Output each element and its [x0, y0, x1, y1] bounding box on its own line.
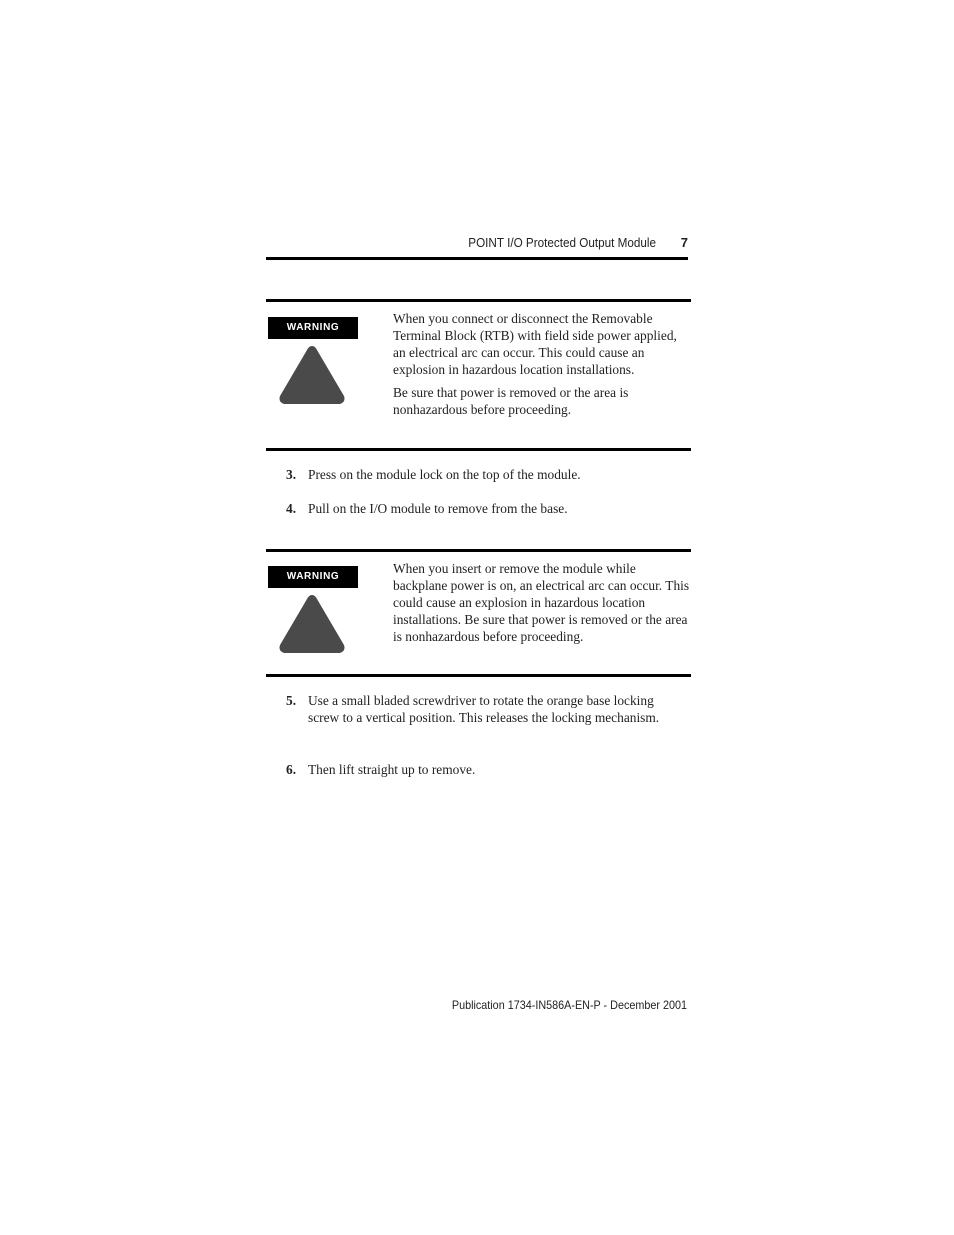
- warning-triangle-icon: [276, 342, 348, 406]
- list-item-step-5: [286, 692, 686, 726]
- running-header-title: POINT I/O Protected Output Module: [468, 235, 656, 250]
- warning-bottom-rule: [266, 674, 691, 677]
- step-text: Press on the module lock on the top of the module.: [308, 467, 581, 482]
- warning-label: WARNING: [268, 566, 358, 588]
- list-item-step-6: [286, 761, 686, 778]
- step-number: 3.: [286, 467, 297, 482]
- step-number: 4.: [286, 501, 297, 516]
- list-item-step-3: [286, 466, 686, 483]
- step-text: Use a small bladed screwdriver to rotate the orange base locking screw to a vertical position. This releases the locking mechanism.: [308, 693, 660, 725]
- warning-paragraph: When you connect or disconnect the Removable Terminal Block (RTB) with field side power applied, an electrical arc can occur. This could cause an explosion in hazardous location installations.: [393, 311, 677, 377]
- warning-triangle-icon: [276, 591, 348, 655]
- warning-top-rule: [266, 549, 691, 552]
- warning-text: [393, 310, 691, 424]
- warning-label: WARNING: [268, 317, 358, 339]
- warning-text: [393, 560, 691, 651]
- step-number: 5.: [286, 693, 297, 708]
- page-number: 7: [680, 235, 688, 250]
- list-item-step-4: [286, 500, 686, 517]
- step-number: 6.: [286, 762, 297, 777]
- step-text: Pull on the I/O module to remove from the base.: [308, 501, 568, 516]
- warning-paragraph: When you insert or remove the module while backplane power is on, an electrical arc can occur. This could cause an explosion in hazardous location installations. Be sure that power is removed or the area is nonhazardous before proceeding.: [393, 561, 690, 644]
- warning-paragraph: Be sure that power is removed or the area is nonhazardous before proceeding.: [393, 385, 629, 417]
- publication-footer: Publication 1734-IN586A-EN-P - December 2001: [451, 998, 687, 1012]
- warning-bottom-rule: [266, 448, 691, 451]
- warning-top-rule: [266, 299, 691, 302]
- header-rule: [266, 257, 688, 260]
- step-text: Then lift straight up to remove.: [308, 762, 476, 777]
